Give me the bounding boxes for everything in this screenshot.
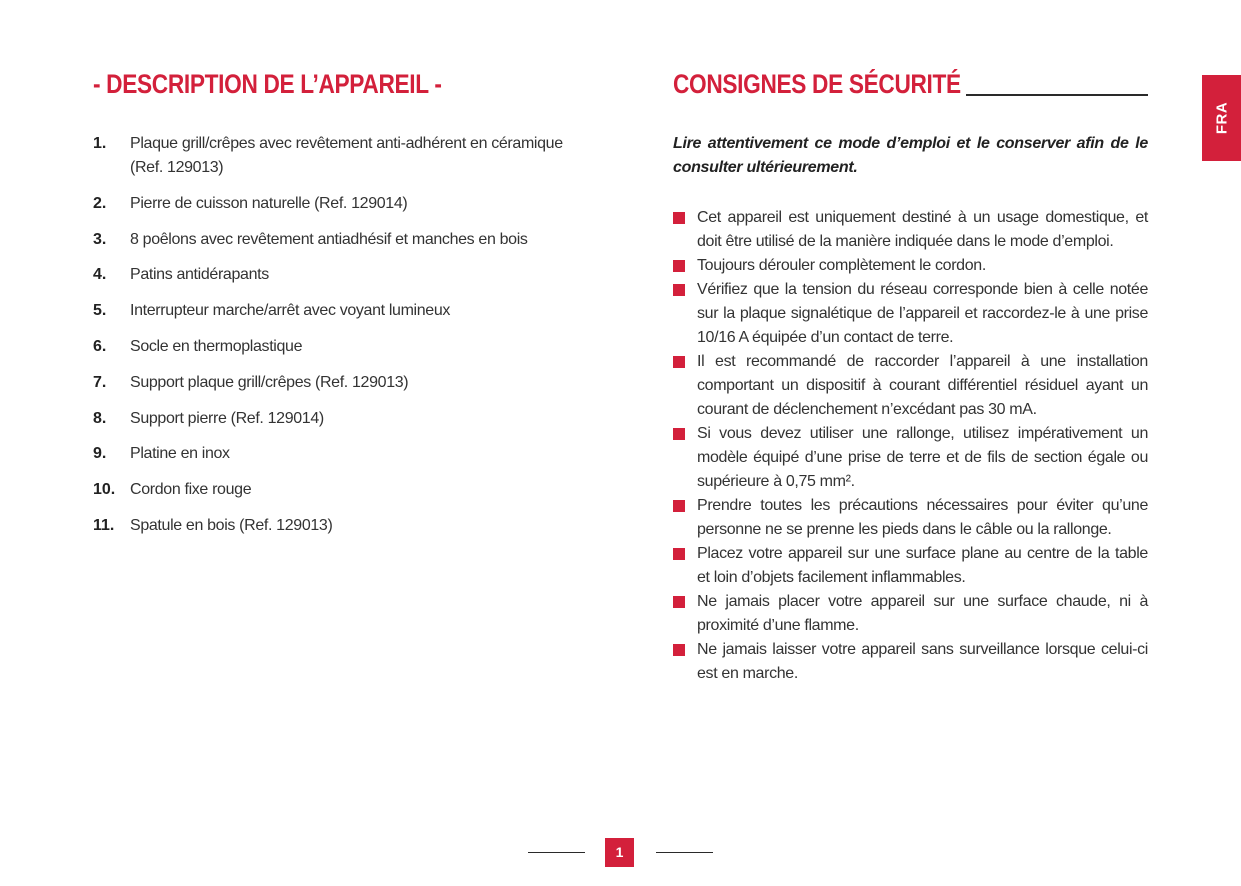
safety-text: Ne jamais laisser votre appareil sans surveillance lorsque celui-ci est en marche.	[697, 641, 1148, 682]
item-text: Patins antidérapants	[130, 266, 269, 284]
item-number: 11.	[93, 516, 115, 534]
item-text: Pierre de cuisson naturelle (Ref. 129014)	[130, 194, 408, 212]
safety-text: Prendre toutes les précautions nécessaires pour éviter qu’une personne ne se prenne les pieds dans le câble ou la rallonge.	[697, 497, 1148, 538]
safety-intro: Lire attentivement ce mode d’emploi et le conserver afin de le consulter ultérieurement.	[673, 135, 1148, 176]
square-bullet-icon	[673, 284, 685, 296]
square-bullet-icon	[673, 500, 685, 512]
item-number: 1.	[93, 135, 107, 152]
list-item	[93, 514, 583, 538]
item-text: Spatule en bois (Ref. 129013)	[130, 516, 333, 534]
footer-divider-right	[656, 852, 713, 853]
item-number: 2.	[93, 194, 107, 212]
safety-text: Si vous devez utiliser une rallonge, utilisez impérativement un modèle équipé d’une prise de terre et de fils de section égale ou supérieure à 0,75 mm².	[697, 425, 1148, 490]
safety-text: Toujours dérouler complètement le cordon.	[697, 257, 986, 274]
item-text: Cordon fixe rouge	[130, 481, 252, 499]
item-text: Interrupteur marche/arrêt avec voyant lumineux	[130, 302, 451, 320]
list-item	[673, 422, 1148, 494]
item-number: 6.	[93, 337, 107, 355]
item-number: 9.	[93, 445, 107, 463]
description-title: - DESCRIPTION DE L’APPAREIL -	[93, 69, 442, 99]
page-number: 1	[605, 838, 634, 867]
list-item	[673, 494, 1148, 542]
list-item	[673, 590, 1148, 638]
description-section	[93, 66, 583, 550]
safety-title: CONSIGNES DE SÉCURITÉ	[673, 69, 961, 99]
item-text: Platine en inox	[130, 445, 230, 463]
language-tab-label: FRA	[1213, 101, 1230, 135]
list-item	[93, 192, 583, 216]
language-tab	[1202, 75, 1241, 161]
safety-text: Vérifiez que la tension du réseau corresponde bien à celle notée sur la plaque signalétique de l’appareil et raccordez-le à une prise 10/16 A équipée d’un contact de terre.	[697, 281, 1148, 346]
list-item	[93, 478, 583, 502]
list-item	[93, 371, 583, 395]
item-number: 5.	[93, 302, 107, 320]
square-bullet-icon	[673, 596, 685, 608]
item-text: 8 poêlons avec revêtement antiadhésif et manches en bois	[130, 230, 528, 248]
safety-text: Placez votre appareil sur une surface plane au centre de la table et loin d’objets facilement inflammables.	[697, 545, 1148, 586]
list-item	[93, 132, 583, 180]
safety-list	[673, 206, 1148, 686]
item-text: Plaque grill/crêpes avec revêtement anti-adhérent en céramique (Ref. 129013)	[130, 135, 563, 176]
list-item	[673, 254, 1148, 278]
list-item	[93, 299, 583, 323]
list-item	[673, 638, 1148, 686]
list-item	[93, 407, 583, 431]
description-list	[93, 132, 583, 538]
item-text: Support pierre (Ref. 129014)	[130, 409, 324, 427]
safety-section	[673, 66, 1148, 686]
square-bullet-icon	[673, 644, 685, 656]
heading-divider	[966, 94, 1148, 96]
item-number: 7.	[93, 373, 107, 391]
list-item	[673, 542, 1148, 590]
list-item	[93, 228, 583, 252]
list-item	[93, 442, 583, 466]
safety-heading	[673, 66, 1148, 102]
item-number: 10.	[93, 481, 116, 499]
item-number: 8.	[93, 409, 107, 427]
item-text: Support plaque grill/crêpes (Ref. 129013)	[130, 373, 409, 391]
item-text: Socle en thermoplastique	[130, 337, 303, 355]
safety-text: Ne jamais placer votre appareil sur une surface chaude, ni à proximité d’une flamme.	[697, 593, 1148, 634]
item-number: 3.	[93, 230, 107, 248]
list-item	[673, 278, 1148, 350]
list-item	[673, 206, 1148, 254]
safety-text: Il est recommandé de raccorder l’appareil à une installation comportant un dispositif à courant différentiel résiduel ayant un courant de déclenchement n’excédant pas 30 mA.	[697, 353, 1148, 418]
square-bullet-icon	[673, 212, 685, 224]
square-bullet-icon	[673, 548, 685, 560]
square-bullet-icon	[673, 356, 685, 368]
list-item	[93, 335, 583, 359]
square-bullet-icon	[673, 260, 685, 272]
item-number: 4.	[93, 266, 107, 284]
list-item	[93, 263, 583, 287]
list-item	[673, 350, 1148, 422]
square-bullet-icon	[673, 428, 685, 440]
footer-divider-left	[528, 852, 585, 853]
safety-text: Cet appareil est uniquement destiné à un usage domestique, et doit être utilisé de la manière indiquée dans le mode d’emploi.	[697, 209, 1148, 250]
